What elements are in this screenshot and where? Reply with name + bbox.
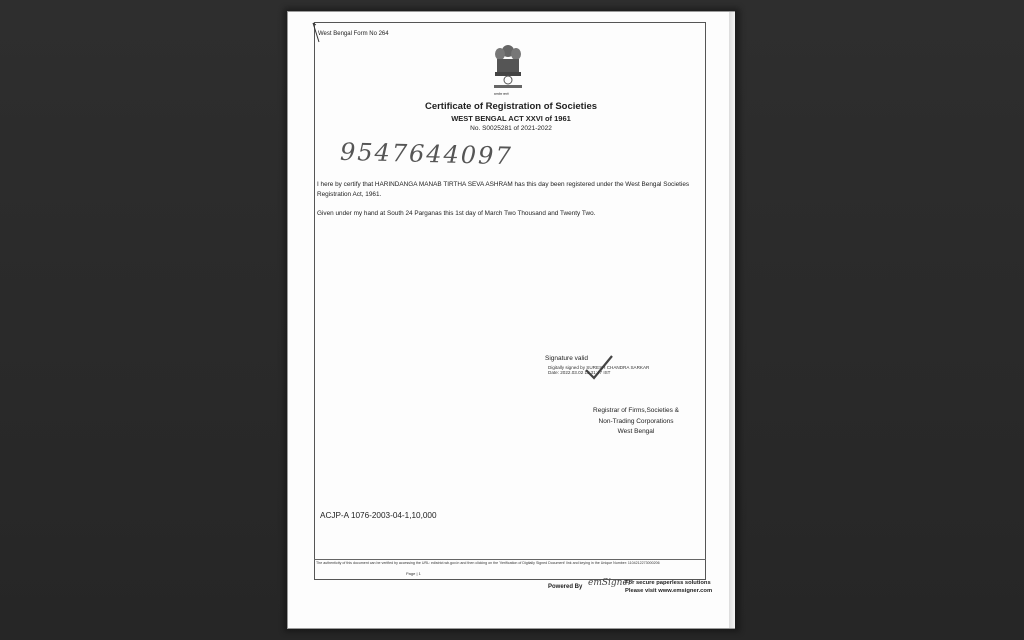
signature-date: Date: 2022.03.02 11:31:47 IST bbox=[548, 370, 611, 376]
secure-line-1: For secure paperless solutions bbox=[625, 580, 711, 586]
registrar-line-2: Non-Trading Corporations bbox=[598, 417, 674, 425]
registration-number: No. S0025281 of 2021-2022 bbox=[470, 125, 552, 132]
national-emblem-icon bbox=[488, 42, 528, 94]
signature-status: Signature valid bbox=[545, 355, 588, 362]
form-number: West Bengal Form No 264 bbox=[318, 31, 389, 37]
footer-divider bbox=[314, 559, 706, 560]
certification-statement: I here by certify that HARINDANGA MANAB TIRTHA SEVA ASHRAM has this day been registered under the West Bengal Societies Registration Act, 1961. bbox=[317, 181, 690, 198]
emsigner-logo: emSigner bbox=[588, 578, 633, 588]
registrar-line-3: West Bengal bbox=[617, 428, 655, 435]
act-subtitle: WEST BENGAL ACT XXVI of 1961 bbox=[451, 114, 571, 123]
document-code: ACJP-A 1076-2003-04-1,10,000 bbox=[320, 511, 437, 520]
verification-note: The authenticity of this document can be verified by accessing the URL: edistrict.wb.gov.in and then clicking on the 'Verification of Digitally Signed Document' link and keying in the Unique Number: 1104212273000206 bbox=[316, 561, 660, 565]
document-page bbox=[288, 12, 734, 628]
registrar-block bbox=[576, 406, 696, 438]
page-edge bbox=[729, 12, 735, 628]
certificate-title: Certificate of Registration of Societies bbox=[424, 101, 598, 112]
given-statement: Given under my hand at South 24 Parganas this 1st day of March Two Thousand and Twenty Two. bbox=[317, 210, 596, 217]
page-number: Page | 1 bbox=[406, 571, 421, 576]
handwritten-phone-number: 9547644097 bbox=[339, 137, 514, 171]
signature-details bbox=[548, 365, 658, 376]
registrar-line-1: Registrar of Firms,Societies & bbox=[593, 407, 679, 414]
signed-by: Digitally signed by SURESH CHANDRA SARKAR bbox=[548, 365, 650, 370]
secure-solutions-note bbox=[625, 579, 725, 595]
secure-line-2: Please visit www.emsigner.com bbox=[625, 588, 713, 594]
emblem-caption: सत्यमेव जयते bbox=[494, 92, 509, 96]
powered-by-label: Powered By bbox=[548, 584, 583, 590]
